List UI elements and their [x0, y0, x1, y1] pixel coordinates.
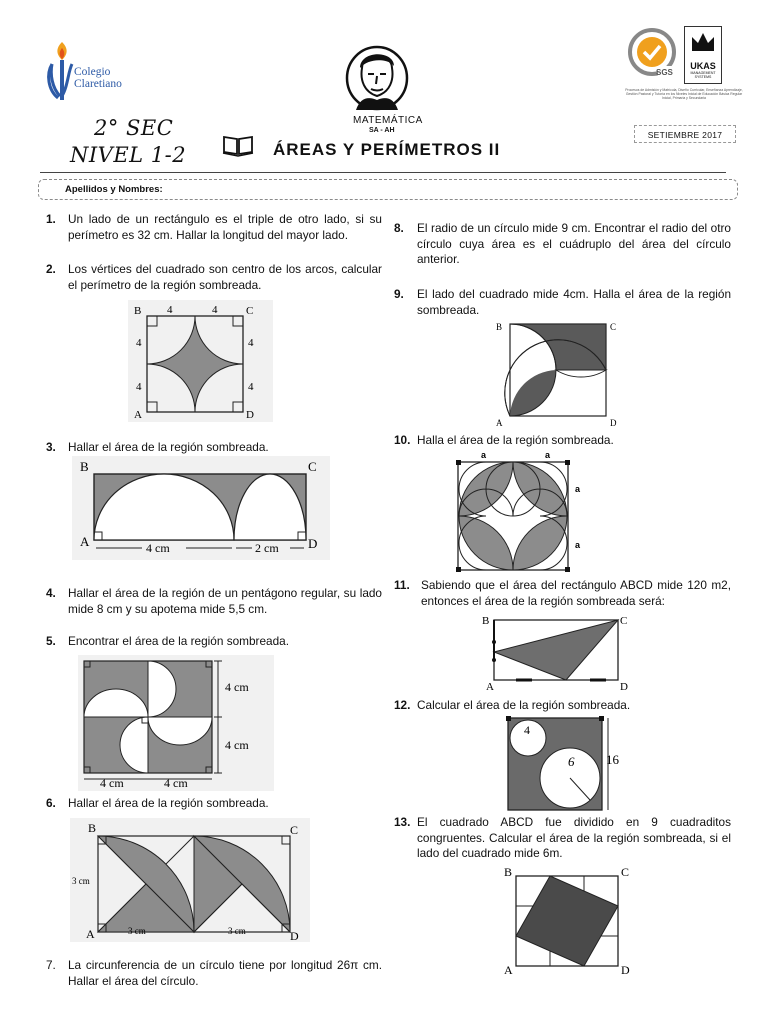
question-6 — [46, 796, 382, 812]
question-8 — [394, 221, 731, 268]
label-a: A — [496, 418, 503, 428]
label-a: A — [134, 409, 142, 421]
label-b: B — [88, 821, 97, 835]
question-number: 6. — [46, 796, 56, 810]
label-r1: a — [575, 484, 581, 494]
question-text: Encontrar el área de la región sombreada. — [68, 634, 289, 648]
ukas-cert-logo — [684, 26, 722, 84]
label-left1: 4 — [136, 337, 142, 349]
question-number: 8. — [394, 221, 404, 235]
figure-6 — [70, 818, 310, 942]
page-title: ÁREAS Y PERÍMETROS II — [273, 140, 501, 159]
label-top1: 4 — [167, 304, 173, 316]
label-t2: a — [545, 450, 551, 460]
figure-11 — [480, 612, 632, 694]
crown-icon — [688, 29, 718, 57]
figure-3 — [72, 456, 330, 560]
question-3 — [46, 440, 382, 456]
question-13 — [394, 815, 731, 862]
label-r2: 4 cm — [225, 738, 249, 752]
label-base1: 3 cm — [128, 926, 146, 936]
founder-portrait — [342, 44, 412, 119]
label-b: B — [496, 322, 503, 332]
question-text: El lado del cuadrado mide 4cm. Halla el área de la región sombreada. — [417, 287, 731, 317]
label-a: A — [504, 963, 513, 977]
question-text: La circunferencia de un círculo tiene por longitud 26π cm. Hallar el área del círculo. — [68, 958, 382, 988]
question-text: Hallar el área de la región de un pentágono regular, su lado mide 8 cm y su apotema mide 5,5 cm. — [68, 586, 382, 616]
question-number: 12. — [394, 698, 411, 712]
subject-label: MATEMÁTICA — [353, 115, 423, 126]
label-r1: 4 — [524, 723, 530, 737]
question-7 — [46, 958, 382, 989]
question-number: 11. — [394, 578, 410, 592]
level-label: NIVEL 1-2 — [70, 143, 187, 167]
label-d: D — [246, 409, 254, 421]
ukas-label: UKAS — [690, 61, 716, 71]
label-base2: 2 cm — [255, 541, 279, 555]
label-b: B — [80, 459, 89, 474]
question-text: Un lado de un rectángulo es el triple de otro lado, si su perímetro es 32 cm. Hallar la longitud del mayor lado. — [68, 212, 382, 242]
name-field[interactable] — [38, 179, 738, 200]
question-text: El radio de un círculo mide 9 cm. Encontrar el radio del otro círculo cuya área es el cuádruplo del área del círculo anterior. — [417, 221, 731, 266]
question-4 — [46, 586, 382, 617]
question-9 — [394, 287, 731, 318]
question-text: Halla el área de la región sombreada. — [417, 433, 614, 447]
subject-sub: SA - AH — [369, 127, 395, 134]
label-d: D — [308, 536, 318, 551]
sgs-label: SGS — [656, 68, 673, 77]
question-number: 13. — [394, 815, 411, 829]
label-right1: 4 — [248, 337, 254, 349]
label-r2: 6 — [568, 754, 575, 769]
question-text: Los vértices del cuadrado son centro de los arcos, calcular el perímetro de la región sombreada. — [68, 262, 382, 292]
question-number: 10. — [394, 433, 411, 447]
label-r2: a — [575, 540, 581, 550]
label-side: 16 — [606, 752, 619, 767]
label-b: B — [504, 865, 513, 879]
question-text: Calcular el área de la región sombreada. — [417, 698, 631, 712]
header-divider — [40, 172, 726, 173]
figure-5 — [78, 655, 274, 791]
figure-2 — [128, 300, 273, 422]
figure-10 — [450, 448, 590, 574]
book-icon — [222, 133, 254, 162]
school-name-line2: Claretiano — [74, 78, 122, 90]
label-d: D — [610, 418, 617, 428]
question-1 — [46, 212, 382, 243]
label-b: B — [134, 305, 142, 317]
label-left2: 4 — [136, 381, 142, 393]
ukas-sub: MANAGEMENT SYSTEMS — [690, 71, 716, 79]
sgs-cert-logo — [624, 26, 682, 87]
figure-9 — [494, 318, 624, 430]
school-logo — [44, 40, 154, 102]
label-side: 3 cm — [72, 876, 90, 886]
figure-13 — [500, 864, 640, 978]
date-box: SETIEMBRE 2017 — [634, 125, 736, 143]
label-c: C — [620, 615, 628, 627]
label-d: D — [620, 681, 628, 693]
question-5 — [46, 634, 382, 650]
question-text: Hallar el área de la región sombreada. — [68, 796, 269, 810]
label-c: C — [290, 823, 299, 837]
label-a: A — [80, 534, 90, 549]
label-b1: 4 cm — [100, 776, 124, 790]
question-2 — [46, 262, 382, 293]
label-d: D — [621, 963, 630, 977]
question-text: Sabiendo que el área del rectángulo ABCD mide 120 m2, entonces el área de la región sombreada será: — [421, 578, 731, 608]
label-right2: 4 — [248, 381, 254, 393]
question-number: 3. — [46, 440, 56, 454]
label-b2: 4 cm — [164, 776, 188, 790]
label-base2: 3 cm — [228, 926, 246, 936]
label-a: A — [86, 927, 95, 941]
cert-note: Procesos de Admisión y Matrícula, Diseño Curricular, Enseñanza Aprendizaje, Gestión Pastoral y Tutoría en los Niveles Inicial de Educación Básica Regular Inicial, Primaria y Secundaria — [625, 88, 743, 100]
label-t1: a — [481, 450, 487, 460]
figure-12 — [506, 714, 626, 812]
question-number: 5. — [46, 634, 56, 648]
question-number: 7. — [46, 958, 56, 972]
question-number: 1. — [46, 212, 56, 226]
question-text: El cuadrado ABCD fue dividido en 9 cuadraditos congruentes. Calcular el área de la región sombreada, si el lado del cuadrado mide 6m. — [417, 815, 731, 860]
question-12 — [394, 698, 731, 714]
label-d: D — [290, 929, 299, 942]
question-text: Hallar el área de la región sombreada. — [68, 440, 269, 454]
label-c: C — [621, 865, 630, 879]
label-c: C — [610, 322, 617, 332]
question-number: 9. — [394, 287, 404, 301]
label-c: C — [308, 459, 317, 474]
question-10 — [394, 433, 731, 449]
label-top2: 4 — [212, 304, 218, 316]
question-11 — [394, 578, 731, 609]
question-number: 4. — [46, 586, 56, 600]
question-number: 2. — [46, 262, 56, 276]
label-base1: 4 cm — [146, 541, 170, 555]
label-b: B — [482, 615, 490, 627]
label-a: A — [486, 681, 494, 693]
label-r1: 4 cm — [225, 680, 249, 694]
label-c: C — [246, 305, 254, 317]
name-field-label: Apellidos y Nombres: — [65, 184, 163, 195]
school-name-line1: Colegio — [74, 66, 111, 78]
grade-label: 2° SEC — [94, 116, 174, 140]
